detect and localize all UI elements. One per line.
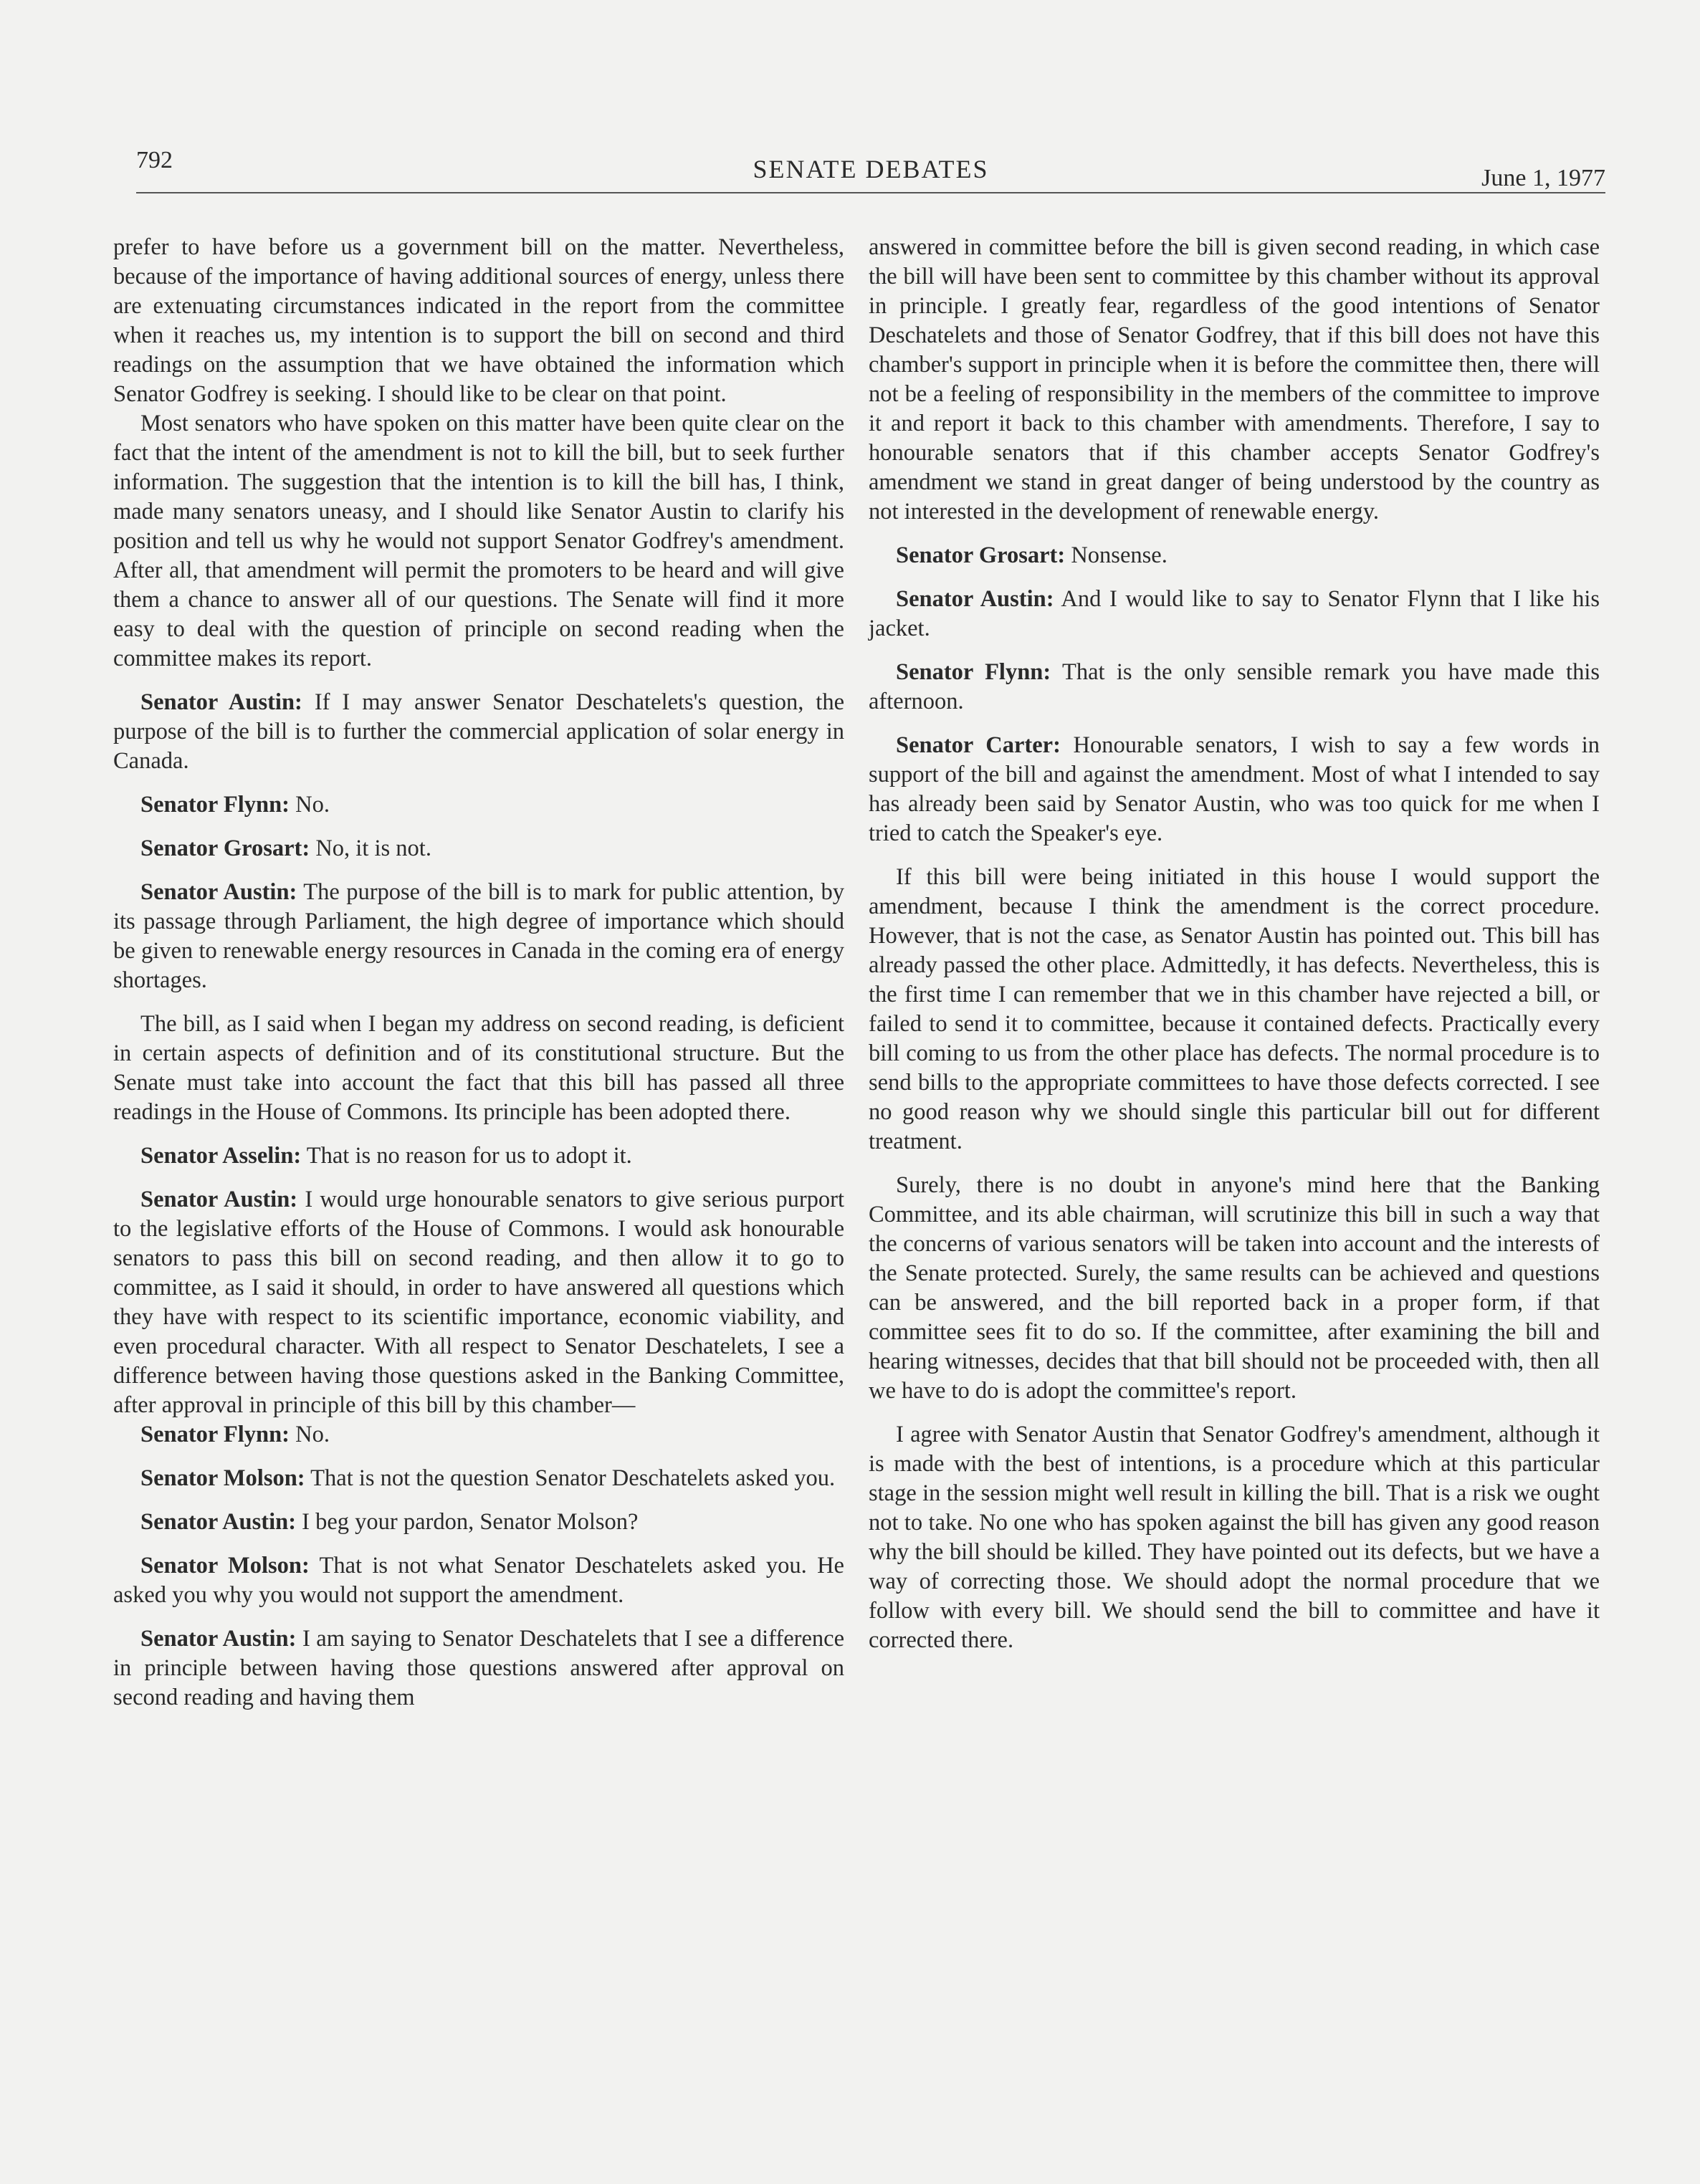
- speaker-name: Senator Asselin:: [140, 1143, 302, 1169]
- left-column: [113, 233, 844, 1713]
- speech-paragraph: [113, 688, 844, 776]
- paragraph-text: The bill, as I said when I began my address on second reading, is deficient in certain aspects of definition and of its constitutional structure. But the Senate must take into account the fact that this bill has passed all three readings in the House of Commons. Its principle has been adopted there.: [113, 1011, 844, 1125]
- speech-paragraph: [869, 658, 1600, 717]
- speech-paragraph: [113, 790, 844, 820]
- paragraph-text: I agree with Senator Austin that Senator Godfrey's amendment, although it is made with the best of intentions, is a procedure which at this particular stage in the session might well result in killing the bill. That is a risk we ought not to take. No one who has spoken against the bill has given any good reason why the bill should be killed. They have pointed out its defects, but we have a way of correcting those. We should adopt the normal procedure that we follow with every bill. We should send the bill to committee and have it corrected there.: [869, 1422, 1600, 1653]
- speech-text: No, it is not.: [315, 835, 431, 861]
- speaker-name: Senator Austin:: [140, 879, 297, 905]
- speech-text: I am saying to Senator Deschatelets that I see a difference in principle between having those questions answered after approval on second reading and having them: [113, 1626, 844, 1710]
- speech-paragraph: [113, 1464, 844, 1493]
- speaker-name: Senator Flynn:: [896, 659, 1051, 685]
- speech-text: Nonsense.: [1071, 542, 1167, 568]
- speech-paragraph: [113, 1420, 844, 1450]
- speaker-name: Senator Flynn:: [140, 792, 290, 818]
- speech-text: That is the only sensible remark you have made this afternoon.: [869, 659, 1600, 714]
- speech-paragraph: [113, 1185, 844, 1420]
- page-number: 792: [136, 147, 173, 173]
- paragraph-text: answered in committee before the bill is given second reading, in which case the bill will have been sent to committee by this chamber without its approval in principle. I greatly fear, regardless of the good intentions of Senator Deschatelets and those of Senator Godfrey, that if this bill does not have this chamber's support in principle when it is before the committee then, there will not be a feeling of responsibility in the members of the committee to improve it and report it back to this chamber with amendments. Therefore, I say to honourable senators that if this chamber accepts Senator Godfrey's amendment we stand in great danger of being understood by the country as not interested in the development of renewable energy.: [869, 234, 1600, 525]
- paragraph: [113, 233, 844, 409]
- paragraph: [869, 233, 1600, 527]
- speaker-name: Senator Molson:: [140, 1553, 310, 1579]
- speech-text: I beg your pardon, Senator Molson?: [302, 1509, 639, 1535]
- speech-paragraph: [113, 1141, 844, 1171]
- speech-paragraph: [869, 541, 1600, 570]
- speaker-name: Senator Austin:: [140, 1626, 297, 1652]
- speech-paragraph: [113, 1508, 844, 1537]
- paragraph: [869, 1171, 1600, 1406]
- speech-text: That is no reason for us to adopt it.: [306, 1143, 632, 1169]
- speech-text: That is not the question Senator Deschatelets asked you.: [310, 1465, 836, 1491]
- speech-paragraph: [113, 834, 844, 863]
- speaker-name: Senator Grosart:: [140, 835, 310, 861]
- right-column: [869, 233, 1600, 1655]
- header-rule: [136, 192, 1605, 193]
- speaker-name: Senator Austin:: [140, 1509, 297, 1535]
- speech-paragraph: [113, 878, 844, 995]
- speech-paragraph: [113, 1624, 844, 1713]
- speech-text: No.: [295, 1422, 330, 1447]
- paragraph: [113, 1010, 844, 1127]
- speaker-name: Senator Austin:: [896, 586, 1054, 612]
- speech-paragraph: [113, 1551, 844, 1610]
- paragraph-text: Surely, there is no doubt in anyone's mind here that the Banking Committee, and its able chairman, will scrutinize this bill in such a way that the concerns of various senators will be taken into account and the interests of the Senate protected. Surely, the same results can be achieved and questions can be answered, and the bill reported back in a proper form, if that committee sees fit to do so. If the committee, after examining the bill and hearing witnesses, decides that that bill should not be proceeded with, then all we have to do is adopt the committee's report.: [869, 1172, 1600, 1404]
- speaker-name: Senator Carter:: [896, 732, 1061, 758]
- speaker-name: Senator Austin:: [140, 689, 302, 715]
- paragraph-text: prefer to have before us a government bill on the matter. Nevertheless, because of the importance of having additional sources of energy, unless there are extenuating circumstances indicated in the report from the committee when it reaches us, my intention is to support the bill on second and third readings on the assumption that we have obtained the information which Senator Godfrey is seeking. I should like to be clear on that point.: [113, 234, 844, 407]
- speaker-name: Senator Austin:: [140, 1187, 298, 1212]
- speech-text: I would urge honourable senators to give serious purport to the legislative efforts of the House of Commons. I would ask honourable senators to pass this bill on second reading, and then allow it to go to committee, as I said it should, in order to have answered all questions which they have with respect to its scientific importance, economic viability, and even procedural character. With all respect to Senator Deschatelets, I see a difference between having those questions asked in the Banking Committee, after approval in principle of this bill by this chamber—: [113, 1187, 844, 1418]
- speech-paragraph: [869, 731, 1600, 848]
- paragraph-text: If this bill were being initiated in this house I would support the amendment, because I think the amendment is the correct procedure. However, that is not the case, as Senator Austin has pointed out. This bill has already passed the other place. Admittedly, it has defects. Nevertheless, this is the first time I can remember that we in this chamber have rejected a bill, or failed to send it to committee, because it contained defects. Practically every bill coming to us from the other place has defects. The normal procedure is to send bills to the appropriate committees to have those defects corrected. I see no good reason why we should single this particular bill out for different treatment.: [869, 864, 1600, 1154]
- speaker-name: Senator Grosart:: [896, 542, 1066, 568]
- paragraph-text: Most senators who have spoken on this matter have been quite clear on the fact that the intent of the amendment is not to kill the bill, but to seek further information. The suggestion that the intention is to kill the bill has, I think, made many senators uneasy, and I should like Senator Austin to clarify his position and tell us why he would not support Senator Godfrey's amendment. After all, that amendment will permit the promoters to be heard and will give them a chance to answer all of our questions. The Senate will find it more easy to deal with the question of principle on second reading when the committee makes its report.: [113, 411, 844, 671]
- speaker-name: Senator Flynn:: [140, 1422, 290, 1447]
- running-title: SENATE DEBATES: [753, 155, 989, 183]
- paragraph: [869, 863, 1600, 1156]
- speech-text: The purpose of the bill is to mark for public attention, by its passage through Parliament, the high degree of importance which should be given to renewable energy resources in Canada in the coming era of energy shortages.: [113, 879, 844, 993]
- speech-text: No.: [295, 792, 330, 818]
- speech-text: That is not what Senator Deschatelets asked you. He asked you why you would not support the amendment.: [113, 1553, 844, 1608]
- speech-paragraph: [869, 585, 1600, 643]
- speaker-name: Senator Molson:: [140, 1465, 305, 1491]
- speech-text: Honourable senators, I wish to say a few words in support of the bill and against the amendment. Most of what I intended to say has already been said by Senator Austin, who was too quick for me when I tried to catch the Speaker's eye.: [869, 732, 1600, 846]
- page-header: [136, 147, 1605, 197]
- paragraph: [113, 409, 844, 674]
- speech-text: If I may answer Senator Deschatelets's question, the purpose of the bill is to further the commercial application of solar energy in Canada.: [113, 689, 845, 774]
- speech-text: And I would like to say to Senator Flynn that I like his jacket.: [869, 586, 1600, 641]
- paragraph: [869, 1420, 1600, 1655]
- page-date: June 1, 1977: [1481, 165, 1605, 191]
